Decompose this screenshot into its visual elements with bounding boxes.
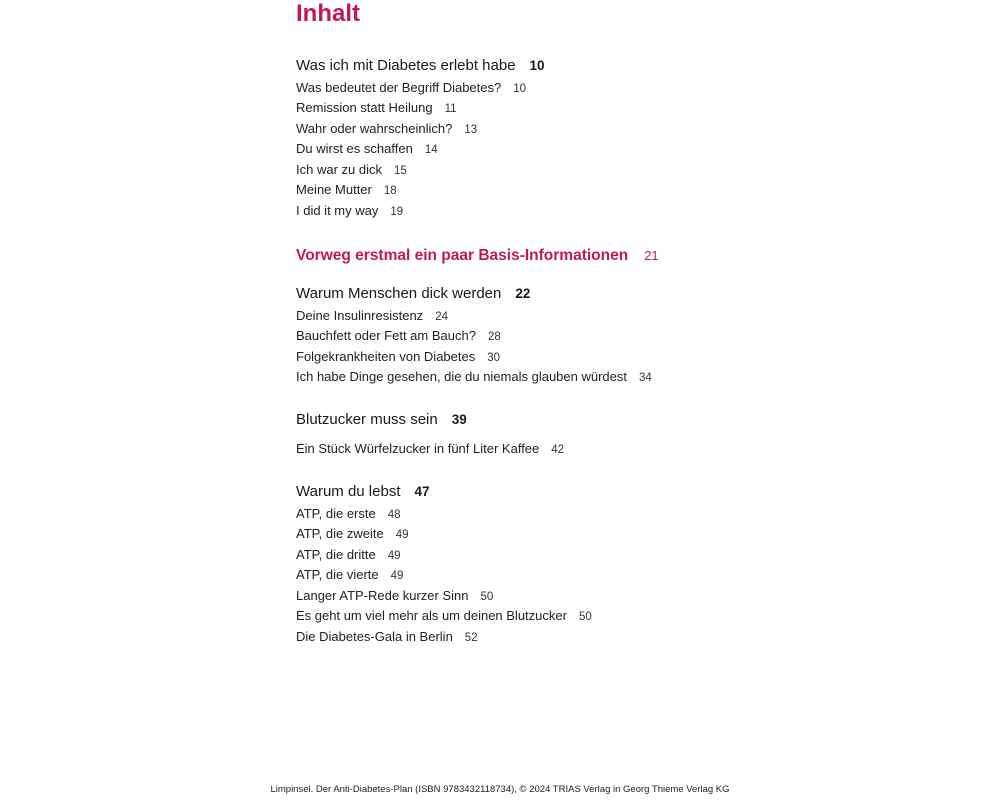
toc-entry-page-number: 24 <box>435 311 448 323</box>
toc-entry-page-number: 49 <box>395 529 409 541</box>
toc-sub-entry <box>296 566 403 585</box>
toc-entry-title: ATP, die vierte <box>296 567 379 582</box>
toc-entry-title: I did it my way <box>296 203 379 218</box>
toc-entry-title: ATP, die erste <box>296 506 376 521</box>
toc-entry-title: ATP, die zweite <box>296 526 384 541</box>
toc-entry-page-number: 15 <box>393 165 407 177</box>
toc-entry-page-number: 49 <box>390 570 404 582</box>
toc-sub-entry <box>296 202 403 221</box>
toc-sub-entry <box>296 181 397 200</box>
toc-sub-entry <box>296 79 526 98</box>
toc-entry-page-number: 14 <box>424 144 438 156</box>
toc-sub-entry <box>296 307 448 326</box>
toc-entry-title: Folgekrankheiten von Diabetes <box>296 349 476 364</box>
toc-entry-page-number: 39 <box>451 412 467 427</box>
toc-entry-title: Ein Stück Würfelzucker in fünf Liter Kaffee <box>296 441 540 456</box>
toc-part-entry <box>296 246 659 266</box>
toc-sub-entry <box>296 525 408 544</box>
toc-sub-entry <box>296 348 500 367</box>
page-footer: Limpinsel. Der Anti-Diabetes-Plan (ISBN 9783432118734), © 2024 TRIAS Verlag in Georg Thieme Verlag KG <box>270 784 730 795</box>
toc-sub-entry <box>296 120 477 139</box>
toc-entry-page-number: 52 <box>464 632 478 644</box>
toc-entry-title: Langer ATP-Rede kurzer Sinn <box>296 588 469 603</box>
toc-entry-title: Meine Mutter <box>296 182 372 197</box>
toc-entry-title: Blutzucker muss sein <box>296 411 438 428</box>
toc-entry-title: Bauchfett oder Fett am Bauch? <box>296 328 476 343</box>
toc-entry-title: Es geht um viel mehr als um deinen Blutzucker <box>296 608 567 623</box>
toc-entry-page-number: 49 <box>387 550 401 562</box>
toc-entry-title: Du wirst es schaffen <box>296 141 413 156</box>
toc-entry-title: Remission statt Heilung <box>296 100 433 115</box>
toc-entry-page-number: 42 <box>551 444 565 456</box>
toc-sub-entry <box>296 628 478 647</box>
toc-entry-page-number: 19 <box>390 206 404 218</box>
toc-chapter-entry <box>296 482 430 502</box>
toc-entry-title: Die Diabetes-Gala in Berlin <box>296 629 453 644</box>
toc-entry-title: ATP, die dritte <box>296 547 376 562</box>
toc-entry-page-number: 30 <box>487 352 501 364</box>
toc-entry-page-number: 28 <box>487 331 501 343</box>
toc-sub-entry <box>296 327 501 346</box>
toc-entry-page-number: 48 <box>387 509 401 521</box>
toc-entry-page-number: 22 <box>515 286 531 301</box>
toc-sub-entry <box>296 607 592 626</box>
toc-entry-page-number: 34 <box>639 372 652 384</box>
toc-sub-entry <box>296 161 407 180</box>
toc-entry-title: Was ich mit Diabetes erlebt habe <box>296 57 516 74</box>
toc-entry-page-number: 11 <box>444 103 457 115</box>
toc-entry-title: Was bedeutet der Begriff Diabetes? <box>296 80 502 95</box>
toc-sub-entry <box>296 505 401 524</box>
toc-sub-entry <box>296 440 564 459</box>
toc-entry-page-number: 50 <box>578 611 592 623</box>
toc-entry-page-number: 47 <box>414 484 430 499</box>
toc-entry-title: Ich war zu dick <box>296 162 382 177</box>
toc-chapter-entry <box>296 284 530 304</box>
toc-entry-title: Warum du lebst <box>296 483 401 500</box>
toc-entry-page-number: 21 <box>644 248 659 263</box>
toc-sub-entry <box>296 99 457 118</box>
toc-entry-title: Warum Menschen dick werden <box>296 285 502 302</box>
page-title: Inhalt <box>296 0 360 27</box>
toc-sub-entry <box>296 368 652 387</box>
toc-entry-page-number: 10 <box>513 83 527 95</box>
toc-entry-title: Wahr oder wahrscheinlich? <box>296 121 453 136</box>
toc-entry-title: Deine Insulinresistenz <box>296 308 424 323</box>
toc-sub-entry <box>296 587 493 606</box>
toc-sub-entry <box>296 140 438 159</box>
toc-chapter-entry <box>296 410 467 430</box>
toc-entry-page-number: 50 <box>480 591 494 603</box>
toc-sub-entry <box>296 546 401 565</box>
toc-entry-title: Ich habe Dinge gesehen, die du niemals glauben würdest <box>296 369 628 384</box>
toc-entry-page-number: 13 <box>464 124 478 136</box>
toc-chapter-entry <box>296 56 545 76</box>
toc-entry-title: Vorweg erstmal ein paar Basis-Informationen <box>296 247 629 264</box>
toc-entry-page-number: 18 <box>383 185 397 197</box>
toc-entry-page-number: 10 <box>529 58 545 73</box>
